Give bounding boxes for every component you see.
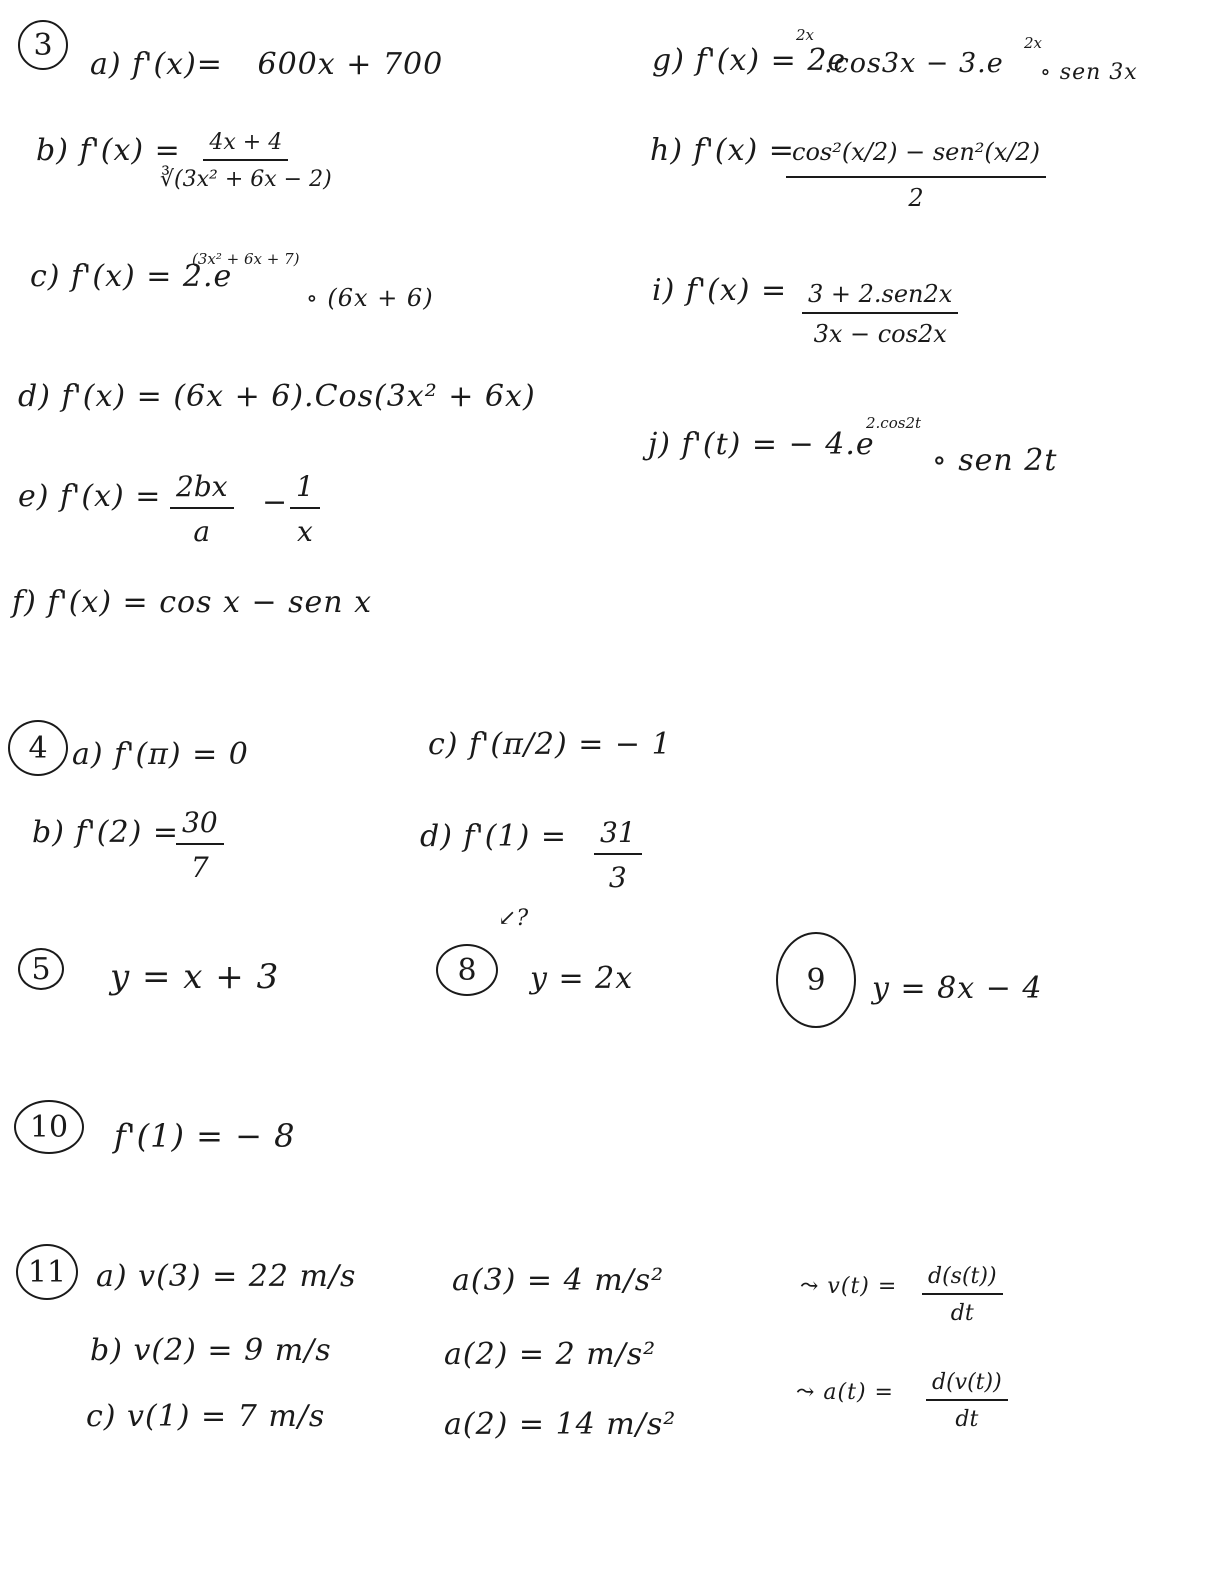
q3-j-label: j) f'(t) = − 4.e	[648, 427, 875, 462]
q3-e-numerator-2: 1	[290, 470, 320, 509]
q3-i-label: i) f'(x) =	[652, 273, 788, 308]
q11-acceleration-definition-denominator: dt	[955, 1407, 979, 1432]
q11-a-velocity: a) v(3) = 22 m/s	[96, 1259, 357, 1294]
q4-d-numerator: 31	[594, 816, 642, 855]
q11-acceleration-definition-numerator: d(v(t))	[926, 1370, 1008, 1401]
q11-acceleration-definition-label: ⤳ a(t) =	[796, 1380, 894, 1405]
question-8-number: 8	[436, 944, 498, 996]
q3-e-denominator-1: a	[193, 515, 211, 548]
q3-h-label: h) f'(x) =	[650, 133, 795, 168]
q3-j-exponent: 2.cos2t	[866, 414, 922, 432]
q3-e-minus: −	[262, 485, 289, 520]
q3-b-denominator: ∛(3x² + 6x − 2)	[160, 167, 332, 192]
q8-question-mark: ↙?	[498, 906, 529, 931]
q3-g-middle: .cos3x − 3.e	[824, 48, 1004, 79]
q3-g-factor: ∘ sen 3x	[1040, 60, 1138, 85]
q4-b-numerator: 30	[176, 806, 224, 845]
q3-i-denominator: 3x − cos2x	[813, 320, 947, 348]
q3-e-denominator-2: x	[297, 515, 313, 548]
q3-d: d) f'(x) = (6x + 6).Cos(3x² + 6x)	[18, 379, 536, 414]
q3-c-label: c) f'(x) = 2.e	[30, 259, 233, 294]
q11-velocity-definition-fraction	[922, 1264, 1003, 1326]
q4-a: a) f'(π) = 0	[72, 737, 249, 772]
q3-e-label: e) f'(x) =	[18, 479, 162, 514]
q3-g-label: g) f'(x) = 2e	[652, 43, 847, 78]
q3-e-numerator-1: 2bx	[170, 470, 234, 509]
q3-a-expr: 600x + 700	[257, 47, 444, 82]
q4-b-fraction	[176, 806, 224, 884]
q11-a-acceleration: a(3) = 4 m/s²	[452, 1263, 665, 1298]
q3-a-label: a) f'(x)=	[90, 47, 223, 82]
q3-g-exponent-2: 2x	[1024, 34, 1043, 52]
q8-answer: y = 2x	[530, 961, 634, 996]
q11-acceleration-definition-fraction	[926, 1370, 1008, 1432]
q3-c-factor: ∘ (6x + 6)	[306, 284, 434, 312]
question-3-number: 3	[18, 20, 68, 70]
q3-b-label: b) f'(x) =	[36, 133, 181, 168]
q3-i-numerator: 3 + 2.sen2x	[802, 280, 958, 314]
q3-i-fraction	[802, 280, 958, 348]
q9-answer: y = 8x − 4	[872, 971, 1043, 1006]
q11-b-velocity: b) v(2) = 9 m/s	[90, 1333, 332, 1368]
q3-e-fraction-2	[290, 470, 320, 548]
q4-d-denominator: 3	[608, 861, 627, 894]
q11-velocity-definition-numerator: d(s(t))	[922, 1264, 1003, 1295]
q3-h-numerator: cos²(x/2) − sen²(x/2)	[786, 138, 1046, 178]
q3-j-factor: ∘ sen 2t	[932, 443, 1058, 478]
q4-d-fraction	[594, 816, 642, 894]
q11-velocity-definition-label: ⤳ v(t) =	[800, 1274, 898, 1299]
question-5-number: 5	[18, 948, 64, 990]
question-11-number: 11	[16, 1244, 78, 1300]
q4-d-label: d) f'(1) =	[420, 819, 567, 854]
q3-g-exponent-1: 2x	[796, 26, 815, 44]
q11-c-velocity: c) v(1) = 7 m/s	[86, 1399, 326, 1434]
q5-answer: y = x + 3	[110, 957, 280, 997]
q3-b-numerator: 4x + 4	[203, 130, 288, 161]
q3-h-fraction	[786, 138, 1046, 212]
q4-c: c) f'(π/2) = − 1	[428, 727, 672, 762]
q3-c-exponent: (3x² + 6x + 7)	[192, 250, 300, 268]
q3-h-denominator: 2	[908, 184, 924, 212]
q11-b-acceleration: a(2) = 2 m/s²	[444, 1337, 657, 1372]
q3-b-fraction	[160, 130, 332, 192]
q4-b-label: b) f'(2) =	[32, 815, 179, 850]
q3-a	[90, 47, 444, 82]
question-9-number: 9	[776, 932, 856, 1028]
q11-velocity-definition-denominator: dt	[950, 1301, 974, 1326]
q11-c-acceleration: a(2) = 14 m/s²	[444, 1407, 677, 1442]
q10-answer: f'(1) = − 8	[114, 1117, 296, 1155]
question-4-number: 4	[8, 720, 68, 776]
question-10-number: 10	[14, 1100, 84, 1154]
q3-f: f) f'(x) = cos x − sen x	[12, 585, 373, 620]
q3-e-fraction-1	[170, 470, 234, 548]
q4-b-denominator: 7	[190, 851, 209, 884]
